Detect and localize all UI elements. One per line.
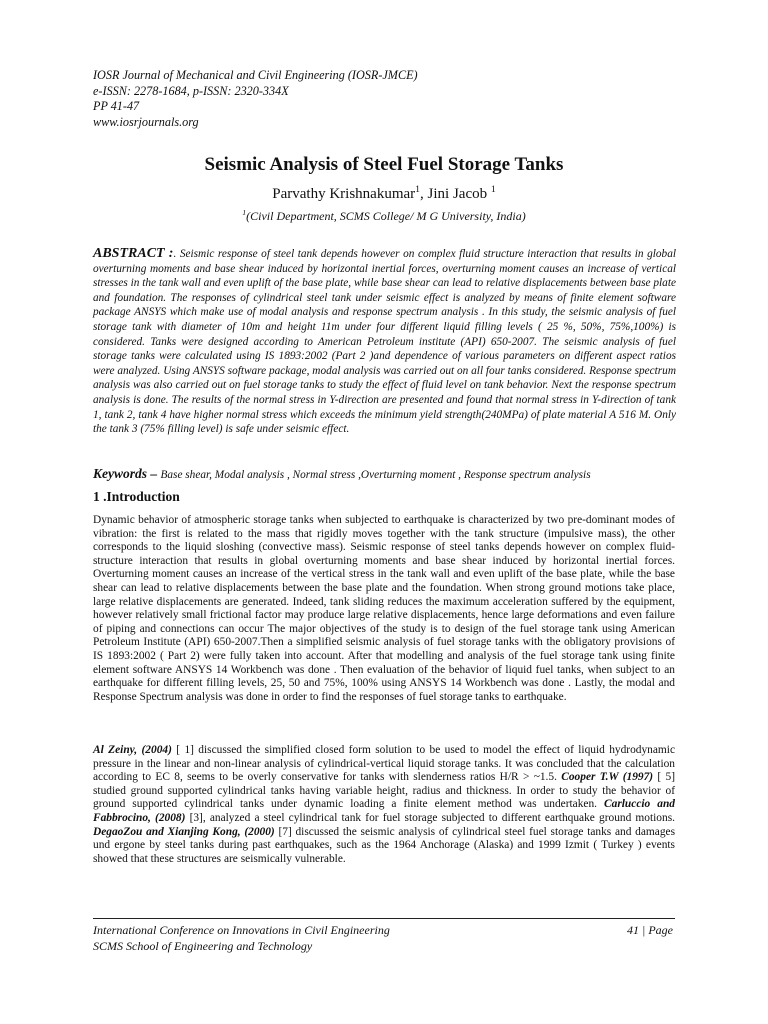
footer-conference: International Conference on Innovations in Civil Engineering [93,923,390,937]
paper-title: Seismic Analysis of Steel Fuel Storage Tanks [204,154,564,175]
author-1: Parvathy Krishnakumar [272,186,416,202]
footer-divider [93,918,675,919]
introduction-heading: 1 .Introduction [93,489,180,504]
paragraph-text: [ 1] discussed the simplified closed form solution to be used to model the effect of liquid hydrodynamic pressure in the linear and non-linear analysis of cylindrical-vertical liquid storage tanks. It was concluded that the calculation according to EC 8, seems to be overly conservative for tanks with slenderness ratios H/R > ~1.5. [93,744,675,784]
page-footer [93,922,675,954]
citation-carluccio: Carluccio and Fabbrocino, (2008) [93,798,675,824]
author-separator: , [420,186,428,202]
paragraph-text: [ 5] studied ground supported cylindrical tanks having variable height, radius and thickness. In order to study the behavior of ground supported cylindrical tanks under dynamic loading a finite element method was undertaken. [93,771,676,811]
journal-issn: e-ISSN: 2278-1684, p-ISSN: 2320-334X [93,83,289,98]
journal-header [93,68,418,130]
citation-degaozou: DegaoZou and Xianjing Kong, (2000) [93,825,275,838]
page-number: 41 | Page [627,923,673,937]
affiliation [0,209,768,224]
abstract [93,247,676,437]
citation-cooper: Cooper T.W (1997) [561,771,654,784]
paragraph-text: [7] discussed the seismic analysis of cylindrical steel fuel storage tanks and damages und ergone by steel tanks during past earthquakes, such as the 1964 Anchorage (Alaska) and 1999 Izmit ( Turkey ) events showed that these structures are seismically vulnerable. [93,825,675,865]
affiliation-text: (Civil Department, SCMS College/ M G University, India) [246,209,526,223]
keywords [93,466,676,482]
journal-website: www.iosrjournals.org [93,114,199,129]
journal-pages: PP 41-47 [93,99,140,113]
author-1-affiliation-mark: 1 [415,184,421,195]
author-2-affiliation-mark: 1 [490,184,496,195]
paragraph-text: [3], analyzed a steel cylindrical tank for fuel storage subjected to different earthquake ground motions. [185,811,675,824]
introduction-paragraph-2 [93,744,675,866]
citation-al-zeiny: Al Zeiny, (2004) [93,744,172,756]
author-line [0,186,768,203]
abstract-text: . Seismic response of steel tank depends however on complex fluid structure interaction that results in global overturning moments and base shear induced by horizontal inertial forces, overturning moment causes an increase of vertical stresses in the tank wall and even uplift of the base plate, while base shear can lead to relative displacements between base plate and foundation. The responses of cylindrical steel tank under seismic effect is analyzed by means of finite element software package ANSYS which make use of modal analysis and response spectrum analysis . In this study, the seismic analysis of fuel storage tank with diameter of 10m and height 11m under four different liquid filling levels ( 25 %, 50%, 75%,100%) is considered. Tanks were designed according to American Petroleum institute (API) 650-2007. The seismic analysis of fuel storage tanks were calculated using IS 1893:2002 (Part 2 )and dependence of various parameters on different aspect ratios were analyzed. Using ANSYS software package, modal analysis was carried out on all four tanks considered. Response spectrum analysis was also carried out on fuel storage tanks to study the effect of fluid level on tank behavior. Next the response spectrum analysis is done. The results of the normal stress in Y-direction are presented and found that normal stress in Y-direction of tank 1, tank 2, tank 4 have higher normal stress which exceeds the minimum yield strength(240MPa) of plate material A 516 M. Only the tank 3 (75% filling level) is safe under seismic effect. [93,248,676,436]
abstract-heading: ABSTRACT : [93,246,174,261]
author-2: Jini Jacob [427,186,491,202]
footer-left [93,922,675,954]
affiliation-mark: 1 [242,208,247,217]
introduction-paragraph-1: Dynamic behavior of atmospheric storage tanks when subjected to earthquake is characterized by two pre-dominant modes of vibration: the first is related to the mass that rigidly moves together with the tank structure (impulsive mass), the other corresponds to the liquid sloshing (convective mass). Seismic response of steel tanks depends however on complex fluid-structure interaction that results in global overturning moments and base shear induced by horizontal inertial forces. Overturning moment causes an increase of the vertical stress in the tank wall and even uplift of the base plate, while the base shear can lead to relative displacements between the base plate and the foundation. When strong ground motions take place, large relative displacements are generated. Indeed, tank sliding reduces the maximum acceleration suffered by the equipment, however relatively small frictional factor may produce large relative displacements, hence large deformations and even failure of piping and connections can occur The major objectives of the study is to design of the fuel storage tank using American Petroleum Institute (API) 650-2007.Then a simplified seismic analysis of fuel storage tanks with the obligatory provisions of IS 1893:2002 ( Part 2) were fully taken into account. After that modelling and analysis of the fuel storage tank using finite element software ANSYS 14 Workbench was done . Then evaluation of the behavior of liquid fuel tanks, when subject to an earthquake for different filling levels, 25, 50 and 75%, 100% using ANSYS 14 Workbench was done . Lastly, the modal and Response Spectrum analysis was done in order to find the responses of fuel storage tanks to earthquake. [93,514,675,703]
keywords-heading: Keywords – [93,466,161,481]
footer-school: SCMS School of Engineering and Technology [93,939,313,953]
journal-name: IOSR Journal of Mechanical and Civil Engineering (IOSR-JMCE) [93,68,418,82]
keywords-text: Base shear, Modal analysis , Normal stress ,Overturning moment , Response spectrum analysis [160,469,591,481]
